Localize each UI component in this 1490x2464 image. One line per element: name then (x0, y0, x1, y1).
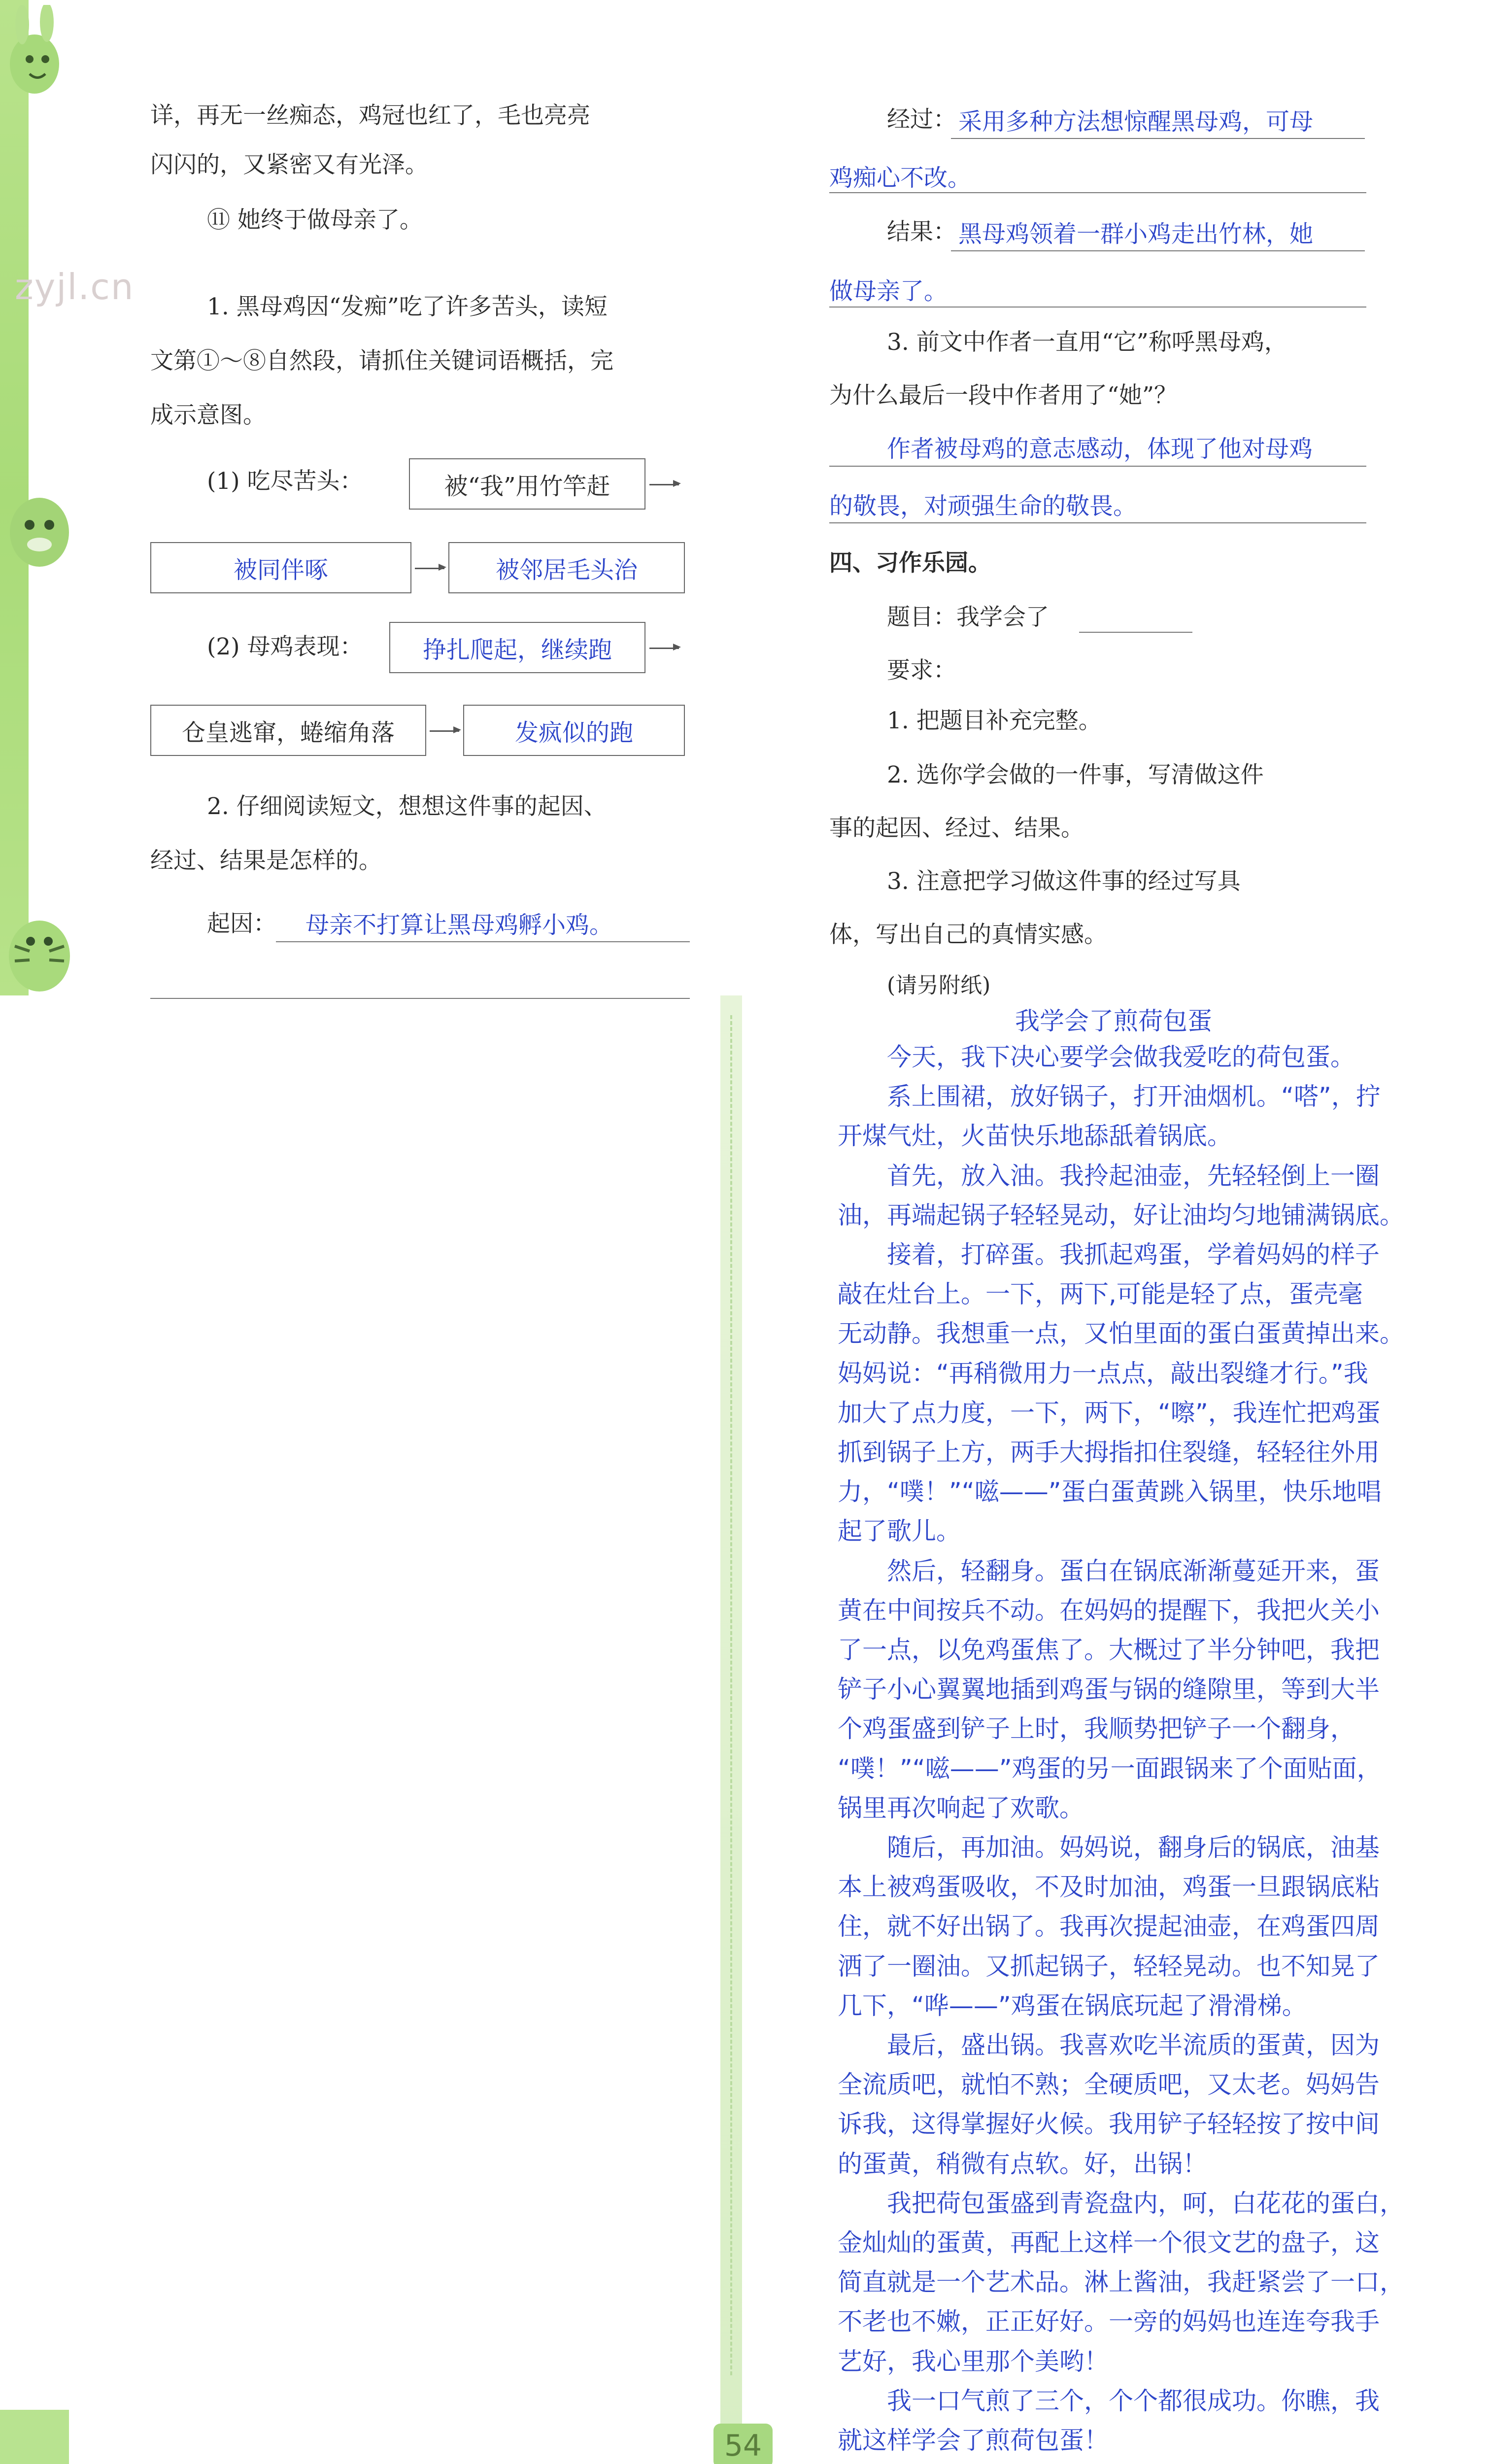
question-3-answer: 作者被母鸡的意志感动，体现了他对母鸡 (887, 435, 1313, 463)
arrow-icon (430, 730, 459, 732)
decorative-bottom-band (0, 2410, 69, 2464)
requirement-1: 1. 把题目补充完整。 (887, 707, 1102, 734)
watermark: zyjl.cn (15, 266, 135, 308)
essay-line: 我把荷包蛋盛到青瓷盘内，呵，白花花的蛋白， (887, 2189, 1404, 2218)
question-2-cont: 经过、结果是怎样的。 (150, 847, 382, 874)
answer-line (829, 522, 1366, 523)
answer-line (951, 250, 1365, 251)
essay-line: 接着，打碎蛋。我抓起鸡蛋，学着妈妈的样子 (887, 1240, 1380, 1269)
question-3-cont: 为什么最后一段中作者用了“她”？ (829, 382, 1178, 409)
essay-line: “噗！”“嗞——”鸡蛋的另一面跟锅来了个面贴面， (838, 1754, 1382, 1783)
result-answer-cont: 做母亲了。 (829, 277, 948, 305)
essay-line: 妈妈说：“再稍微用力一点点，敲出裂缝才行。”我 (838, 1359, 1368, 1388)
cartoon-animal-icon (0, 478, 89, 582)
essay-line: 系上围裙，放好锅子，打开油烟机。“嗒”，拧 (887, 1082, 1381, 1111)
question-3-answer-cont: 的敬畏，对顽强生命的敬畏。 (829, 492, 1137, 520)
topic-line: 题目：我学会了 (887, 604, 1049, 631)
diagram-2-label: (2) 母鸡表现： (207, 633, 363, 660)
essay-line: 洒了一圈油。又抓起锅子，轻轻晃动。也不知晃了 (838, 1951, 1380, 1981)
essay-line: 铲子小心翼翼地插到鸡蛋与锅的缝隙里，等到大半 (838, 1675, 1380, 1704)
essay-line: 住，就不好出锅了。我再次提起油壶，在鸡蛋四周 (838, 1912, 1380, 1941)
requirement-2-cont: 事的起因、经过、结果。 (829, 815, 1084, 842)
diagram-1-label: (1) 吃尽苦头： (207, 468, 363, 495)
answer-line (829, 307, 1366, 308)
result-label: 结果： (887, 218, 956, 245)
essay-line: 黄在中间按兵不动。在妈妈的提醒下，我把火关小 (838, 1596, 1380, 1625)
essay-line: 开煤气灶，火苗快乐地舔舐着锅底。 (838, 1122, 1232, 1151)
text-line: ⑪ 她终于做母亲了。 (207, 206, 423, 234)
text-line: 详，再无一丝痴态，鸡冠也红了，毛也亮亮 (150, 102, 590, 129)
essay-title: 我学会了煎荷包蛋 (1015, 1007, 1212, 1035)
diagram-1-box-3: 被邻居毛头治 (448, 542, 685, 593)
essay-line: 不老也不嫩，正正好好。一旁的妈妈也连连夸我手 (838, 2307, 1380, 2336)
question-3: 3. 前文中作者一直用“它”称呼黑母鸡， (887, 329, 1287, 356)
question-1: 1. 黑母鸡因“发痴”吃了许多苦头，读短 (207, 293, 608, 320)
essay-line: 最后，盛出锅。我喜欢吃半流质的蛋黄，因为 (887, 2031, 1380, 2059)
tiger-mascot-icon (0, 902, 89, 1005)
answer-line (829, 192, 1366, 193)
arrow-icon (415, 568, 444, 569)
question-2: 2. 仔细阅读短文，想想这件事的起因、 (207, 793, 607, 820)
process-answer: 采用多种方法想惊醒黑母鸡，可母 (958, 108, 1314, 136)
essay-line: 我一口气煎了三个，个个都很成功。你瞧，我 (887, 2386, 1380, 2415)
answer-line (829, 466, 1366, 467)
section-heading: 四、习作乐园。 (829, 549, 991, 577)
arrow-icon (649, 648, 679, 649)
essay-line: 就这样学会了煎荷包蛋！ (838, 2426, 1109, 2455)
essay-line: 无动静。我想重一点，又怕里面的蛋白蛋黄掉出来。 (838, 1319, 1404, 1348)
essay-line: 简直就是一个艺术品。淋上酱油，我赶紧尝了一口， (838, 2268, 1404, 2297)
requirement-3: 3. 注意把学习做这件事的经过写具 (887, 868, 1241, 895)
question-1-cont: 成示意图。 (150, 402, 266, 429)
attach-note: (请另附纸) (887, 973, 991, 998)
essay-line: 金灿灿的蛋黄，再配上这样一个很文艺的盘子，这 (838, 2228, 1380, 2257)
text-line: 闪闪的，又紧密又有光泽。 (150, 151, 428, 178)
essay-line: 的蛋黄，稍微有点软。好，出锅！ (838, 2149, 1207, 2178)
requirements-label: 要求： (887, 657, 956, 684)
essay-line: 全流质吧，就怕不熟；全硬质吧，又太老。妈妈告 (838, 2070, 1380, 2099)
essay-line: 油，再端起锅子轻轻晃动，好让油均匀地铺满锅底。 (838, 1200, 1404, 1230)
essay-line: 本上被鸡蛋吸收，不及时加油，鸡蛋一旦跟锅底粘 (838, 1873, 1380, 1902)
diagram-2-box-2: 仓皇逃窜，蜷缩角落 (150, 705, 426, 756)
essay-line: 力，“噗！”“嗞——”蛋白蛋黄跳入锅里，快乐地唱 (838, 1477, 1382, 1506)
essay-line: 锅里再次响起了欢歌。 (838, 1793, 1084, 1822)
essay-line: 加大了点力度，一下，两下，“嚓”，我连忙把鸡蛋 (838, 1398, 1381, 1427)
answer-line (276, 941, 690, 942)
page-number: 54 (713, 2424, 773, 2464)
question-1-cont: 文第①～⑧自然段，请抓住关键词语概括，完 (150, 347, 613, 375)
essay-line: 几下，“哗——”鸡蛋在锅底玩起了滑滑梯。 (838, 1991, 1307, 2020)
essay-line: 敲在灶台上。一下，两下,可能是轻了点，蛋壳毫 (838, 1280, 1363, 1309)
topic-blank (1079, 632, 1192, 633)
answer-line (150, 998, 690, 999)
essay-line: 了一点，以免鸡蛋焦了。大概过了半分钟吧，我把 (838, 1636, 1380, 1664)
essay-line: 诉我，这得掌握好火候。我用铲子轻轻按了按中间 (838, 2110, 1380, 2139)
arrow-icon (649, 484, 679, 485)
essay-line: 个鸡蛋盛到铲子上时，我顺势把铲子一个翻身， (838, 1714, 1355, 1744)
answer-line (951, 138, 1365, 139)
essay-line: 起了歌儿。 (838, 1517, 961, 1546)
essay-line: 艺好，我心里那个美哟！ (838, 2347, 1109, 2376)
rabbit-mascot-icon (0, 5, 89, 108)
cause-label: 起因： (207, 910, 276, 937)
diagram-2-box-3: 发疯似的跑 (463, 705, 685, 756)
result-answer: 黑母鸡领着一群小鸡走出竹林，她 (958, 220, 1314, 248)
cause-answer: 母亲不打算让黑母鸡孵小鸡。 (305, 911, 613, 939)
diagram-1-box-1: 被“我”用竹竿赶 (409, 458, 645, 510)
essay-line: 首先，放入油。我拎起油壶，先轻轻倒上一圈 (887, 1161, 1380, 1190)
diagram-1-box-2: 被同伴啄 (150, 542, 411, 593)
process-label: 经过： (887, 106, 956, 133)
requirement-3-cont: 体，写出自己的真情实感。 (829, 921, 1107, 948)
process-answer-cont: 鸡痴心不改。 (829, 164, 972, 192)
essay-line: 抓到锅子上方，两手大拇指扣住裂缝，轻轻往外用 (838, 1438, 1380, 1467)
essay-line: 随后，再加油。妈妈说，翻身后的锅底，油基 (887, 1833, 1380, 1862)
diagram-2-box-1: 挣扎爬起，继续跑 (389, 622, 645, 673)
essay-line: 然后，轻翻身。蛋白在锅底渐渐蔓延开来，蛋 (887, 1556, 1380, 1585)
essay-line: 今天，我下决心要学会做我爱吃的荷包蛋。 (887, 1043, 1355, 1071)
dashed-divider (730, 1015, 735, 2375)
requirement-2: 2. 选你学会做的一件事，写清做这件 (887, 761, 1264, 788)
